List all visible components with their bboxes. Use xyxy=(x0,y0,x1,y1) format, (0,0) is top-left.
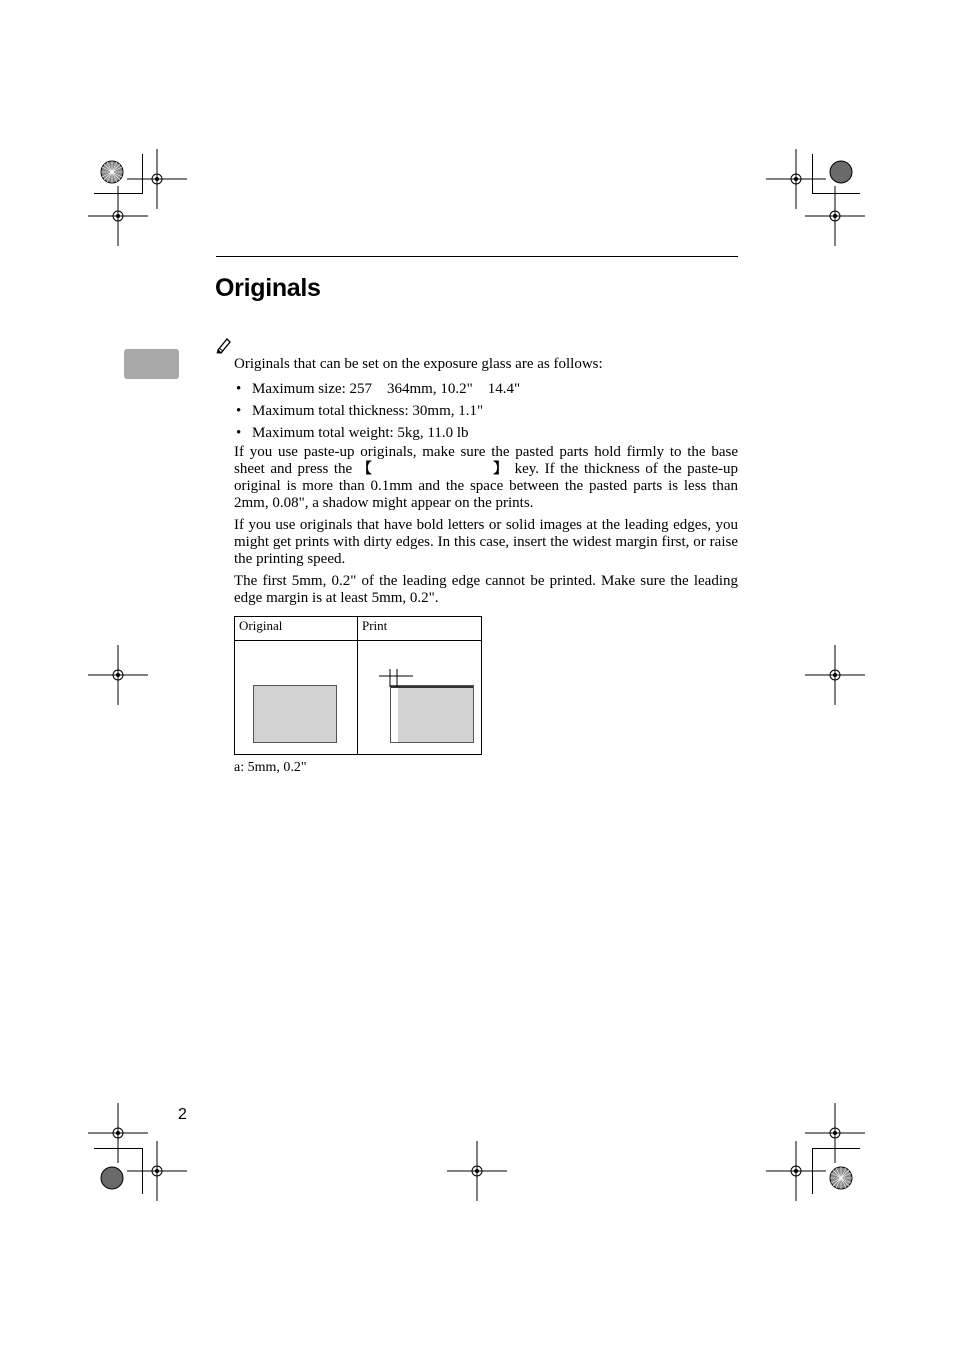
bold-letters-paragraph: If you use originals that have bold letters or solid images at the leading edges, you might get prints with dirty edges. In this case, insert the widest margin first, or raise the printing speed. xyxy=(234,517,738,567)
pencil-note-icon xyxy=(215,336,233,354)
paragraph-text: If you use paste-up originals, make sure the pasted parts hold firmly to the base sheet and press the xyxy=(234,444,738,477)
crop-line xyxy=(142,1148,143,1194)
key-bracket-open: 【 xyxy=(357,461,374,477)
registration-mark-icon xyxy=(805,645,865,705)
figure-label-print: Print xyxy=(362,618,388,633)
print-sheet xyxy=(390,685,474,743)
registration-mark-icon xyxy=(447,1141,507,1201)
leading-edge-paragraph: The first 5mm, 0.2" of the leading edge cannot be printed. Make sure the leading edge margin is at least 5mm, 0.2". xyxy=(234,573,738,606)
color-rosette-icon xyxy=(829,160,853,184)
crop-line xyxy=(812,1148,813,1194)
color-rosette-icon xyxy=(100,1166,124,1190)
key-bracket-close: 】 xyxy=(491,461,510,477)
margin-indicator-icon xyxy=(377,667,417,691)
list-item: • Maximum size: 257 364mm, 10.2" 14.4" xyxy=(234,378,738,400)
figure-divider xyxy=(357,617,358,754)
original-sheet xyxy=(253,685,337,743)
header-rule xyxy=(216,256,738,257)
crop-line xyxy=(94,1148,142,1149)
page-number: 2 xyxy=(178,1106,187,1123)
registration-mark-icon xyxy=(805,186,865,246)
printed-area xyxy=(398,688,473,742)
color-rosette-icon xyxy=(829,1166,853,1190)
paragraph-text: key. If the thickness of the paste-up original is more than 0.1mm and the space between the pasted parts is less than 2mm, 0.08", a shadow might appear on the prints. xyxy=(234,461,739,511)
crop-line xyxy=(812,1148,860,1149)
crop-line xyxy=(142,154,143,194)
section-title: Originals xyxy=(215,274,321,302)
list-item: • Maximum total weight: 5kg, 11.0 lb xyxy=(234,422,738,444)
registration-mark-icon xyxy=(88,186,148,246)
paste-up-paragraph xyxy=(234,444,738,512)
bullet-list xyxy=(234,378,738,444)
chapter-tab xyxy=(124,349,179,379)
registration-mark-icon xyxy=(88,645,148,705)
crop-line xyxy=(812,193,860,194)
registration-mark-icon xyxy=(127,1141,187,1201)
registration-mark-icon xyxy=(805,1103,865,1163)
color-rosette-icon xyxy=(100,160,124,184)
list-item: • Maximum total thickness: 30mm, 1.1" xyxy=(234,400,738,422)
figure-caption: a: 5mm, 0.2" xyxy=(234,760,307,775)
figure-label-original: Original xyxy=(239,618,283,633)
crop-line xyxy=(812,154,813,194)
intro-text: Originals that can be set on the exposure glass are as follows: xyxy=(234,356,603,372)
crop-line xyxy=(94,193,142,194)
margin-figure xyxy=(234,616,482,755)
figure-divider xyxy=(235,640,481,641)
